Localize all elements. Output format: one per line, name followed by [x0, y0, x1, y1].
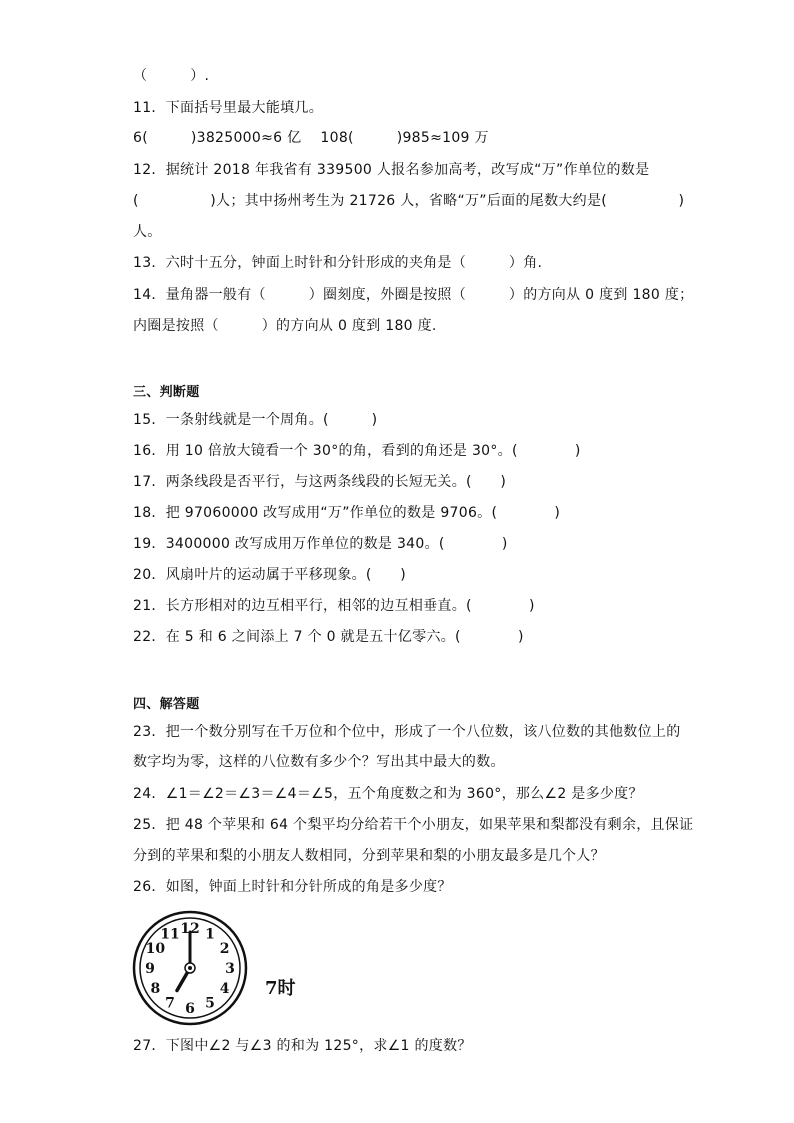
clock-numeral-5: 5	[205, 995, 215, 1012]
question-25: 25．把 48 个苹果和 64 个梨平均分给若干个小朋友，如果苹果和梨都没有剩余，且保证	[133, 817, 694, 833]
section-heading-answers: 四、解答题	[133, 697, 200, 712]
question-19: 19．3400000 改写成用万作单位的数是 340。( )	[133, 536, 508, 552]
question-26: 26．如图，钟面上时针和分针所成的角是多少度？	[133, 879, 452, 895]
answer-blank-line: （ ）.	[133, 68, 210, 84]
question-22: 22．在 5 和 6 之间添上 7 个 0 就是五十亿零六。( )	[133, 629, 524, 645]
clock-numeral-2: 2	[219, 941, 230, 957]
clock-icon	[132, 910, 248, 1026]
question-25-cont: 分到的苹果和梨的小朋友人数相同，分到苹果和梨的小朋友最多是几个人？	[133, 848, 605, 864]
question-12: 12．据统计 2018 年我省有 339500 人报名参加高考，改写成“万”作单位的数是	[133, 162, 650, 178]
question-27: 27．下图中∠2 与∠3 的和为 125°，求∠1 的度数？	[133, 1038, 472, 1054]
question-23: 23．把一个数分别写在千万位和个位中，形成了一个八位数，该八位数的其他数位上的	[133, 724, 681, 740]
question-23-cont: 数字均为零，这样的八位数有多少个？写出其中最大的数。	[133, 754, 505, 770]
clock-numeral-4: 4	[219, 981, 230, 997]
question-11: 11．下面括号里最大能填几。	[133, 100, 324, 116]
section-heading-judgement: 三、判断题	[133, 385, 200, 400]
clock-numeral-8: 8	[150, 981, 161, 997]
clock-numeral-9: 9	[145, 961, 155, 977]
clock-numeral-6: 6	[185, 1001, 195, 1017]
question-13: 13．六时十五分，钟面上时针和分针形成的夹角是（ ）角.	[133, 255, 543, 271]
clock-numeral-3: 3	[225, 961, 235, 977]
question-16: 16．用 10 倍放大镜看一个 30°的角，看到的角还是 30°。( )	[133, 443, 581, 459]
clock-caption: 7时	[265, 978, 296, 999]
question-14-cont: 内圈是按照（ ）的方向从 0 度到 180 度.	[133, 318, 437, 334]
question-15: 15．一条射线就是一个周角。( )	[133, 412, 378, 428]
question-18: 18．把 97060000 改写成用“万”作单位的数是 9706。( )	[133, 505, 561, 521]
question-24: 24．∠1＝∠2＝∠3＝∠4＝∠5，五个角度数之和为 360°，那么∠2 是多少度？	[133, 786, 643, 802]
question-20: 20．风扇叶片的运动属于平移现象。( )	[133, 567, 407, 583]
question-21: 21．长方形相对的边互相平行，相邻的边互相垂直。( )	[133, 598, 535, 614]
clock-numeral-10: 10	[145, 941, 166, 957]
question-12-end: 人。	[133, 224, 162, 240]
clock-figure	[132, 910, 248, 1026]
clock-numeral-12: 12	[180, 921, 200, 937]
question-12-cont: ( )人；其中扬州考生为 21726 人，省略“万”后面的尾数大约是( )	[133, 193, 685, 209]
clock-numeral-1: 1	[205, 926, 215, 943]
clock-center-dot	[188, 966, 192, 970]
question-11-items: 6( )3825000≈6 亿 108( )985≈109 万	[133, 130, 489, 146]
clock-numeral-7: 7	[165, 995, 175, 1012]
clock-numeral-11: 11	[160, 926, 180, 943]
question-17: 17．两条线段是否平行，与这两条线段的长短无关。( )	[133, 474, 507, 490]
question-14: 14．量角器一般有（ ）圈刻度，外圈是按照（ ）的方向从 0 度到 180 度；	[133, 287, 694, 303]
